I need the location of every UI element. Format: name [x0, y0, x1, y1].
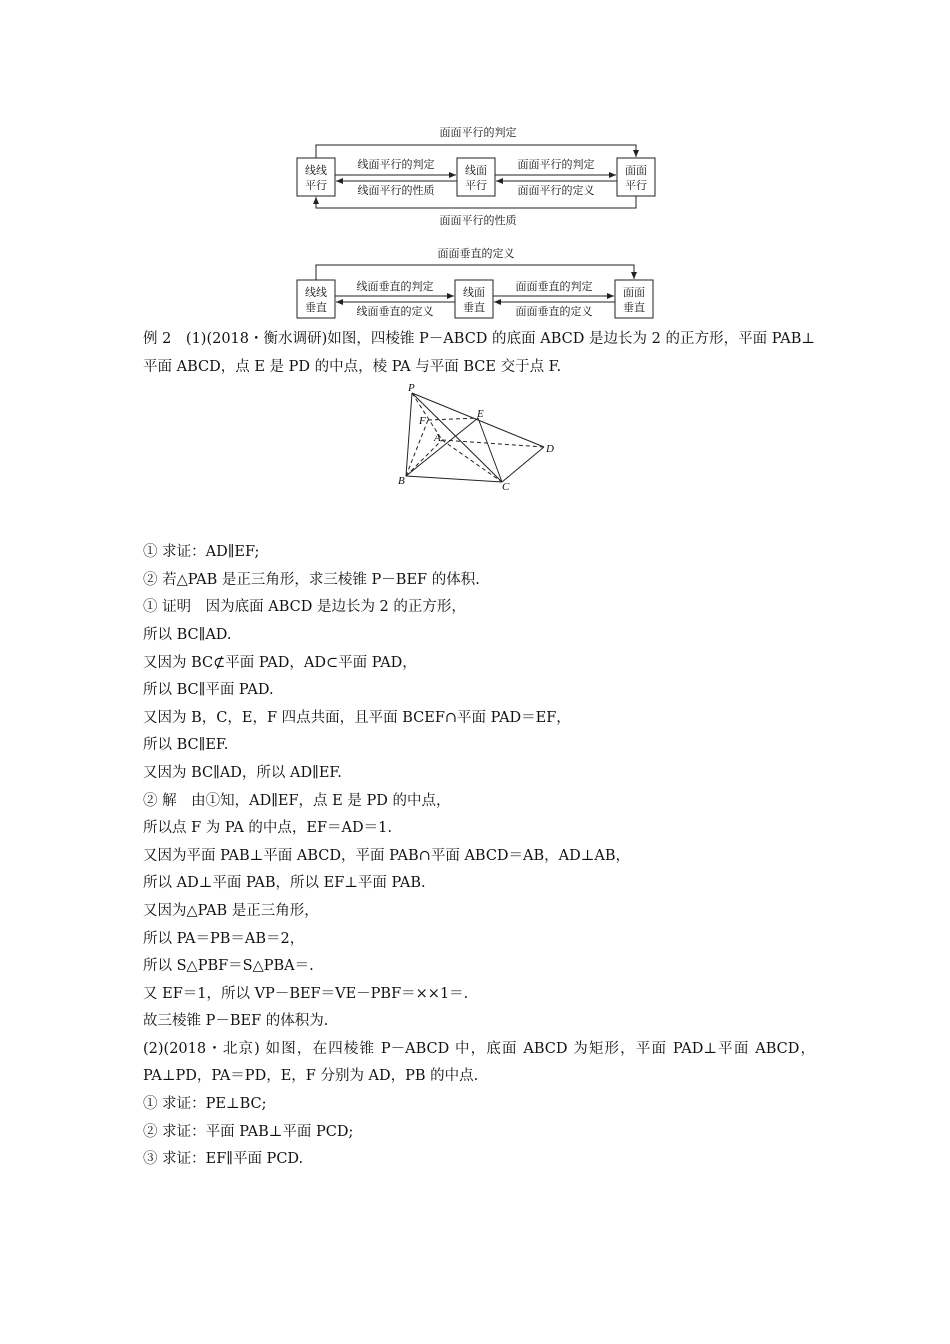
text-line: 所以 BC∥EF. [143, 737, 229, 754]
edge-CE [478, 418, 502, 482]
perp-top-arrow [316, 265, 634, 280]
label-A: A [434, 432, 441, 444]
box-mid-line1: 线面 [465, 164, 487, 177]
parallel-top-arrow [316, 145, 636, 158]
edge-CD [502, 447, 544, 482]
example-intro: 例 2 (1)(2018・衡水调研)如图，四棱锥 P－ABCD 的底面 ABCD 是边长为 2 的正方形，平面 PAB⊥平面 ABCD，点 E 是 PD 的中点，棱 PA 与平面 BCE 交于点 F. [143, 331, 815, 375]
perp-box-right-line2: 垂直 [623, 301, 645, 314]
perpendicular-diagram [297, 246, 653, 318]
parallel-bottom-label: 面面平行的性质 [439, 214, 517, 227]
pyramid-figure [388, 380, 568, 492]
perp-box-left-line2: 垂直 [305, 301, 327, 314]
edge-AC [442, 440, 502, 482]
perp-box-mid-line2: 垂直 [463, 301, 485, 314]
box-right-line2: 平行 [625, 179, 647, 192]
text-line: 又因为平面 PAB⊥平面 ABCD，平面 PAB∩平面 ABCD＝AB，AD⊥AB， [143, 847, 631, 864]
label-F: F [419, 415, 426, 427]
text-line: 所以 BC∥平面 PAD. [143, 682, 274, 699]
parallel-bottom-arrow [316, 196, 636, 208]
perp-box-mid-line1: 线面 [463, 286, 485, 299]
text-line: ① 求证：AD∥EF; [143, 544, 260, 561]
arrow2-label: 线面平行的性质 [357, 184, 435, 197]
text-line: 所以 AD⊥平面 PAB，所以 EF⊥平面 PAB. [143, 875, 426, 892]
text-line: 所以 S△PBF＝S△PBA＝. [143, 958, 314, 975]
edge-FE [428, 418, 478, 420]
arrow3-label: 面面平行的判定 [517, 158, 595, 171]
text-line: ② 若△PAB 是正三角形，求三棱锥 P－BEF 的体积. [143, 571, 480, 588]
arrow4-label: 面面平行的定义 [517, 184, 595, 197]
edge-PC [412, 393, 502, 482]
text-line: 又 EF＝1，所以 VP－BEF＝VE－PBF＝××1＝. [143, 985, 469, 1002]
perp-arrow3-label: 面面垂直的判定 [515, 280, 593, 293]
text-line: 所以 BC∥AD. [143, 626, 232, 643]
label-C: C [502, 481, 510, 492]
arrow1-label: 线面平行的判定 [357, 158, 435, 171]
relation-diagrams [0, 0, 950, 330]
edge-BA [406, 440, 442, 476]
text-line: 所以 PA＝PB＝AB＝2， [143, 930, 305, 947]
perp-box-left-line1: 线线 [305, 286, 327, 299]
parallel-top-label: 面面平行的判定 [439, 126, 517, 139]
text-line: ③ 求证：EF∥平面 PCD. [143, 1151, 304, 1168]
box-left-line2: 平行 [305, 179, 327, 192]
text-line: 又因为 B，C，E，F 四点共面，且平面 BCEF∩平面 PAD＝EF， [143, 709, 571, 726]
text-line: ② 解 由①知，AD∥EF，点 E 是 PD 的中点， [143, 792, 451, 809]
text-line: ① 证明 因为底面 ABCD 是边长为 2 的正方形， [143, 599, 466, 616]
text-line: 又因为 BC⊄平面 PAD，AD⊂平面 PAD， [143, 654, 417, 671]
example-part-2: (2)(2018・北京) 如图，在四棱锥 P－ABCD 中，底面 ABCD 为矩形，平面 PAD⊥平面 ABCD，PA⊥PD，PA＝PD，E，F 分别为 AD，PB 的中点. [143, 1040, 815, 1085]
label-P: P [408, 382, 415, 394]
edge-BC [406, 476, 502, 482]
box-right-line1: 面面 [625, 164, 647, 177]
text-line: 所以点 F 为 PA 的中点，EF＝AD＝1. [143, 820, 392, 837]
text-line: 故三棱锥 P－BEF 的体积为. [143, 1013, 329, 1030]
perp-arrow2-label: 线面垂直的定义 [356, 305, 434, 318]
label-B: B [398, 475, 405, 487]
parallel-diagram [297, 125, 655, 227]
text-line: 又因为 BC∥AD，所以 AD∥EF. [143, 764, 342, 781]
text-line: ① 求证：PE⊥BC; [143, 1096, 267, 1113]
perp-arrow1-label: 线面垂直的判定 [356, 280, 434, 293]
perp-top-label: 面面垂直的定义 [437, 247, 515, 260]
label-D: D [546, 443, 554, 455]
text-line: ② 求证：平面 PAB⊥平面 PCD; [143, 1123, 354, 1140]
perp-box-right-line1: 面面 [623, 286, 645, 299]
box-left-line1: 线线 [305, 164, 327, 177]
box-mid-line2: 平行 [465, 179, 487, 192]
perp-arrow4-label: 面面垂直的定义 [515, 305, 593, 318]
label-E: E [477, 408, 484, 420]
text-line: 又因为△PAB 是正三角形， [143, 902, 319, 919]
edge-PB [406, 393, 412, 476]
